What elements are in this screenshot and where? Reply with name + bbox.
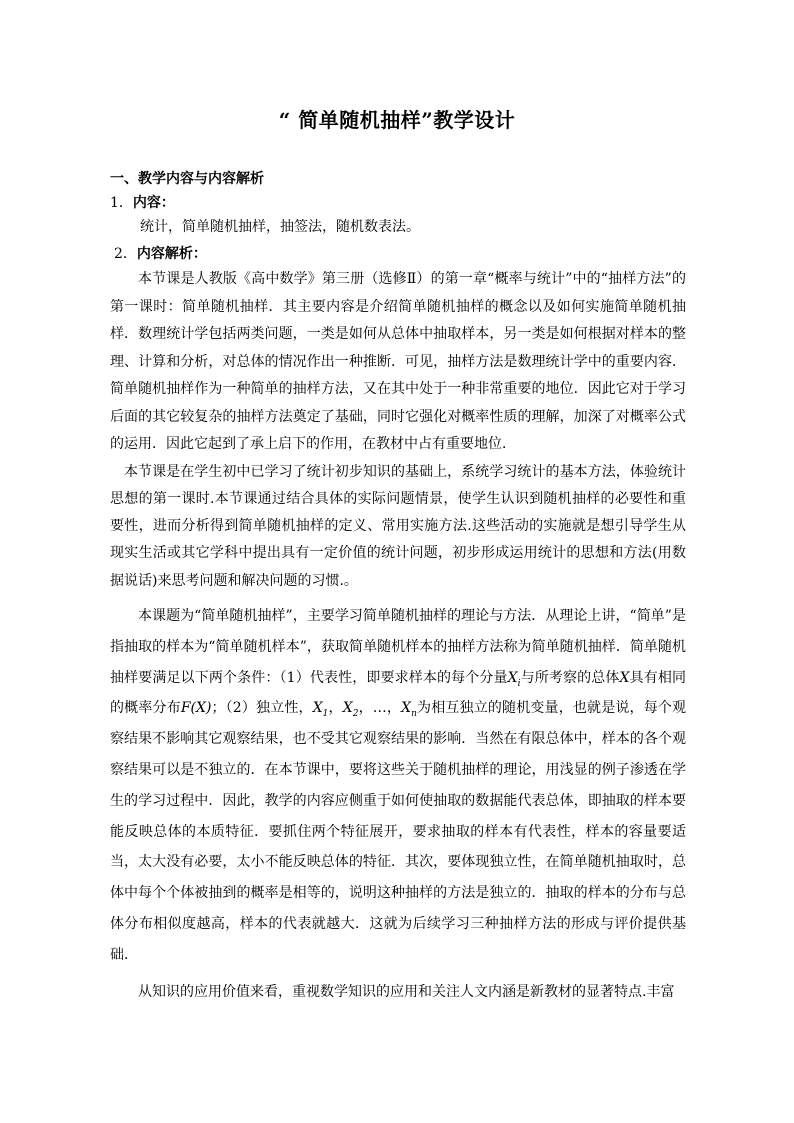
paragraph-course-position: 本节课是人教版《高中数学》第三册（选修Ⅱ）的第一章“概率与统计”中的“抽样方法”的第一课时：简单随机抽样．其主要内容是介绍简单随机抽样的概念以及如何实施简单随机抽样．数理统计学包括两类问题，一类是如何从总体中抽取样本，另一类是如何根据对样本的整理、计算和分析，对总体的情况作出一种推断．可见，抽样方法是数理统计学中的重要内容．简单随机抽样作为一种简单的抽样方法，又在其中处于一种非常重要的地位．因此它对于学习后面的其它较复杂的抽样方法奠定了基础，同时它强化对概率性质的理解，加深了对概率公式的运用．因此它起到了承上启下的作用，在教材中占有重要地位． <box>110 271 686 452</box>
math-subscript: n <box>411 709 417 720</box>
math-subscript: 1 <box>322 709 329 720</box>
paragraph-learning-context: 本节课是在学生初中已学习了统计初步知识的基础上，系统学习统计的基本方法，体验统计思想的第一课时.本节课通过结合具体的实际问题情景，使学生认识到随机抽样的必要性和重要性，进而分析得到简单随机抽样的定义、常用实施方法.这些活动的实施就是想引导学生从现实生活或其它学科中提出具有一定价值的统计问题，初步形成运用统计的思想和方法(用数据说话)来思考问题和解决问题的习惯.。 <box>110 463 686 589</box>
subsection-heading-analysis <box>110 242 686 266</box>
math-variable: X <box>312 700 323 717</box>
math-variable: X <box>342 700 353 717</box>
text-segment: ；（2）独立性， <box>211 700 313 717</box>
text-segment: 与所考察的总体 <box>520 669 620 686</box>
text-segment: ， <box>328 700 343 717</box>
paragraph-theory <box>110 601 686 971</box>
text-segment: 具有相同的概率分布 <box>110 669 687 717</box>
paragraph-application-value: 从知识的应用价值来看，重视数学知识的应用和关注人文内涵是新教材的显著特点.丰富 <box>138 983 675 1000</box>
math-function: F(X) <box>180 700 212 717</box>
math-subscript: i <box>517 678 521 689</box>
subsection-number: 2． <box>114 246 137 262</box>
subsection-number: 1． <box>110 195 133 211</box>
document-body <box>110 167 686 1007</box>
math-variable: X <box>507 669 518 686</box>
content-summary: 统计，简单随机抽样，抽签法，随机数表法。 <box>140 219 420 235</box>
math-variable: X <box>619 669 630 686</box>
subsection-label: 内容： <box>132 195 175 211</box>
text-segment: 为相互独立的随机变量，也就是说，每个观察结果不影响其它观察结果，也不受其它观察结果的影响．当然在有限总体中，样本的各个观察结果可以是不独立的．在本节课中，要将这些关于随机抽样的理论，用浅显的例子渗透在学生的学习过程中．因此，教学的内容应侧重于如何使抽取的数据能代表总体，即抽取的样本要能反映总体的本质特征．要抓住两个特征展开，要求抽取的样本有代表性，样本的容量要适当，太大没有必要，太小不能反映总体的特征．其次，要体现独立性，在简单随机抽取时，总体中每个个体被抽到的概率是相等的，说明这种抽样的方法是独立的．抽取的样本的分布与总体分布相似度越高，样本的代表就越大．这就为后续学习三种抽样方法的形成与评价提供基础． <box>110 700 687 963</box>
subsection-heading-content <box>110 191 686 215</box>
math-subscript: 2 <box>352 709 359 720</box>
text-segment: ，…， <box>358 700 402 717</box>
text-segment: 本课题为“简单随机抽样”，主要学习简单随机抽样的理论与方法．从理论上讲，“简单”是指抽取的样本为“简单随机样本”，获取简单随机样本的抽样方法称为简单随机抽样．简单随机抽样要满足以下两个条件：（1）代表性，即要求样本的每个分量 <box>110 607 686 686</box>
document-title: “ 简单随机抽样”教学设计 <box>278 108 516 132</box>
math-variable: X <box>401 700 412 717</box>
subsection-label: 内容解析： <box>136 246 207 262</box>
section-heading: 一、教学内容与内容解析 <box>110 171 264 187</box>
